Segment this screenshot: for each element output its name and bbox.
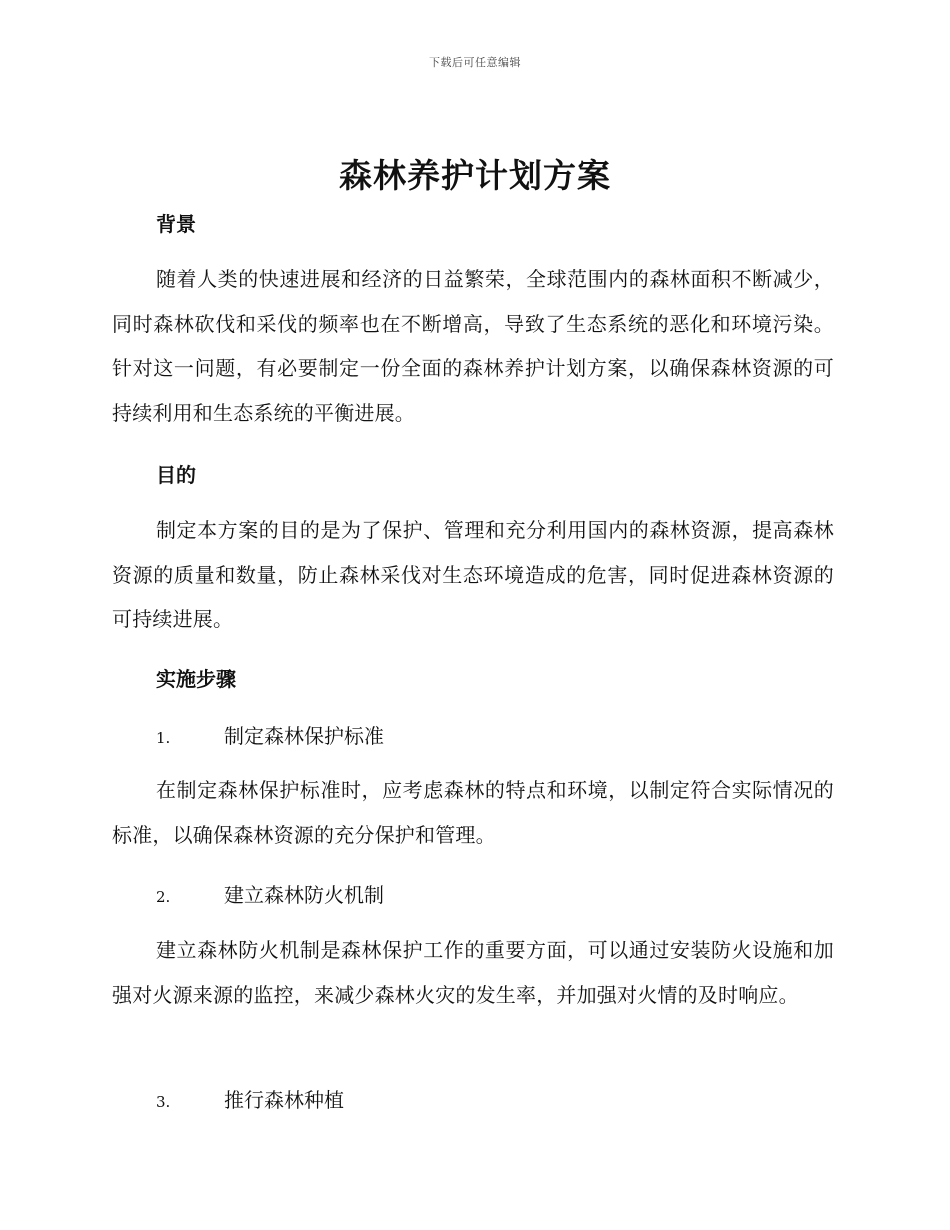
step-number: 1.: [156, 729, 171, 747]
step-item-1: [156, 720, 384, 749]
purpose-paragraph: 制定本方案的目的是为了保护、管理和充分利用国内的森林资源，提高森林资源的质量和数量，防止森林采伐对生态环境造成的危害，同时促进森林资源的可持续进展。: [112, 518, 834, 631]
page-header-note: 下载后可任意编辑: [429, 56, 521, 69]
step-title: 推行森林种植: [224, 1088, 344, 1112]
step-title: 建立森林防火机制: [224, 883, 384, 907]
step-title: 制定森林保护标准: [224, 724, 384, 748]
step-number: 2.: [156, 888, 171, 906]
section-heading-steps: 实施步骤: [156, 667, 236, 691]
step-number: 3.: [156, 1093, 171, 1111]
background-paragraph: 随着人类的快速进展和经济的日益繁荣，全球范围内的森林面积不断减少，同时森林砍伐和采伐的频率也在不断增高，导致了生态系统的恶化和环境污染。针对这一问题，有必要制定一份全面的森林养护计划方案，以确保森林资源的可持续利用和生态系统的平衡进展。: [112, 267, 834, 425]
step-item-2: [156, 879, 384, 908]
step-1-paragraph: 在制定森林保护标准时，应考虑森林的特点和环境，以制定符合实际情况的标准，以确保森林资源的充分保护和管理。: [112, 778, 834, 847]
step-item-3: [156, 1084, 344, 1113]
section-heading-purpose: 目的: [156, 463, 196, 487]
step-2-paragraph: 建立森林防火机制是森林保护工作的重要方面，可以通过安装防火设施和加强对火源来源的监控，来减少森林火灾的发生率，并加强对火情的及时响应。: [112, 938, 834, 1007]
document-title: 森林养护计划方案: [339, 156, 611, 195]
section-heading-background: 背景: [156, 212, 196, 236]
